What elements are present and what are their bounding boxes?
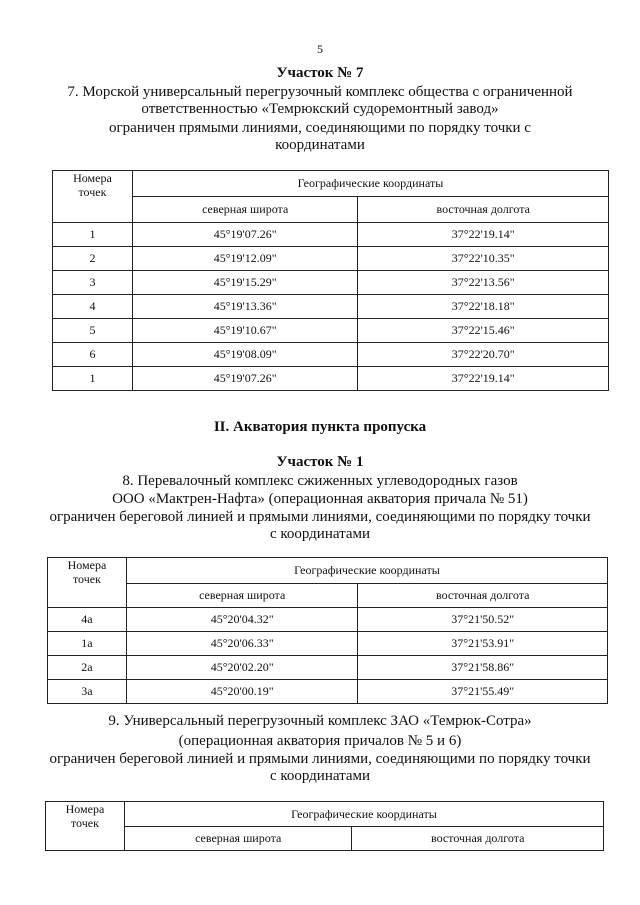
table-row (48, 680, 608, 704)
item8-line-1: 8. Перевалочный комплекс сжиженных углеводородных газов (122, 473, 518, 489)
cell-lon: 37°22'15.46" (358, 319, 609, 343)
plot-title-7: Участок № 7 (276, 65, 364, 81)
table-row (53, 343, 609, 367)
cell-lon: 37°22'10.35" (358, 247, 609, 271)
cell-lon: 37°21'53.91" (358, 632, 608, 656)
section-heading-ii: II. Акватория пункта пропуска (213, 419, 427, 435)
col-header-lat: северная широта (132, 197, 358, 223)
col-header-geo: Географические координаты (132, 171, 608, 197)
item7-line-3: ограничен прямыми линиями, соединяющими по порядку точки с (109, 120, 531, 136)
cell-point: 4а (48, 608, 127, 632)
cell-lon: 37°21'55.49" (358, 680, 608, 704)
plot-title-1: Участок № 1 (276, 454, 364, 470)
cell-lat: 45°19'10.67" (132, 319, 358, 343)
col-header-geo: Географические координаты (124, 802, 603, 827)
table-row (53, 247, 609, 271)
cell-lon: 37°22'13.56" (358, 271, 609, 295)
cell-lat: 45°20'02.20" (126, 656, 358, 680)
table-row (53, 367, 609, 391)
cell-lat: 45°19'13.36" (132, 295, 358, 319)
col-header-points-line2: точек (72, 572, 101, 586)
page-number: 5 (317, 42, 323, 56)
cell-point: 2а (48, 656, 127, 680)
col-header-lon: восточная долгота (358, 197, 609, 223)
cell-lon: 37°21'50.52" (358, 608, 608, 632)
col-header-points-line2: точек (78, 185, 107, 199)
col-header-lat: северная широта (124, 827, 352, 851)
cell-lat: 45°19'15.29" (132, 271, 358, 295)
cell-lat: 45°19'07.26" (132, 223, 358, 247)
cell-lon: 37°22'20.70" (358, 343, 609, 367)
coordinates-table-8 (47, 557, 608, 704)
table-row (48, 608, 608, 632)
item8-line-3: ограничен береговой линией и прямыми линиями, соединяющими по порядку точки (49, 509, 591, 525)
col-header-lat: северная широта (126, 584, 358, 608)
item9-line-1: 9. Универсальный перегрузочный комплекс ЗАО «Темрюк-Сотра» (108, 713, 532, 729)
col-header-points-line1: Номера (73, 171, 112, 185)
cell-lon: 37°22'19.14" (358, 367, 609, 391)
cell-lat: 45°19'12.09" (132, 247, 358, 271)
item8-line-4: с координатами (269, 526, 371, 542)
col-header-points-line1: Номера (67, 558, 107, 572)
cell-point: 6 (53, 343, 133, 367)
table-row (53, 271, 609, 295)
col-header-points-line1: Номера (65, 802, 105, 816)
cell-point: 2 (53, 247, 133, 271)
col-header-geo: Географические координаты (126, 558, 607, 584)
item7-line-2: ответственностью «Темрюкский судоремонтный завод» (141, 101, 499, 117)
table-row (53, 295, 609, 319)
cell-lat: 45°19'07.26" (132, 367, 358, 391)
col-header-points (53, 171, 133, 223)
table-row (53, 223, 609, 247)
item8-line-2: ООО «Мактрен-Нафта» (операционная акватория причала № 51) (112, 491, 528, 507)
cell-point: 1 (53, 367, 133, 391)
coordinates-table-9 (45, 801, 604, 851)
table-row (48, 632, 608, 656)
item9-line-4: с координатами (269, 768, 371, 784)
cell-lat: 45°20'06.33" (126, 632, 358, 656)
cell-point: 3 (53, 271, 133, 295)
cell-lon: 37°22'19.14" (358, 223, 609, 247)
item9-line-2: (операционная акватория причалов № 5 и 6) (178, 733, 462, 749)
item7-line-1: 7. Морской универсальный перегрузочный комплекс общества с ограниченной (67, 84, 573, 100)
cell-lat: 45°20'00.19" (126, 680, 358, 704)
col-header-points (48, 558, 127, 608)
col-header-points-line2: точек (70, 816, 99, 830)
col-header-lon: восточная долгота (352, 827, 604, 851)
cell-lon: 37°22'18.18" (358, 295, 609, 319)
coordinates-table-7 (52, 170, 609, 391)
item9-line-3: ограничен береговой линией и прямыми линиями, соединяющими по порядку точки (49, 751, 591, 767)
cell-point: 4 (53, 295, 133, 319)
cell-point: 3а (48, 680, 127, 704)
cell-lat: 45°20'04.32" (126, 608, 358, 632)
item7-line-4: координатами (275, 137, 365, 153)
cell-lon: 37°21'58.86" (358, 656, 608, 680)
col-header-lon: восточная долгота (358, 584, 608, 608)
cell-point: 1 (53, 223, 133, 247)
cell-point: 5 (53, 319, 133, 343)
table-row (53, 319, 609, 343)
cell-lat: 45°19'08.09" (132, 343, 358, 367)
col-header-points (46, 802, 125, 851)
table-row (48, 656, 608, 680)
cell-point: 1а (48, 632, 127, 656)
